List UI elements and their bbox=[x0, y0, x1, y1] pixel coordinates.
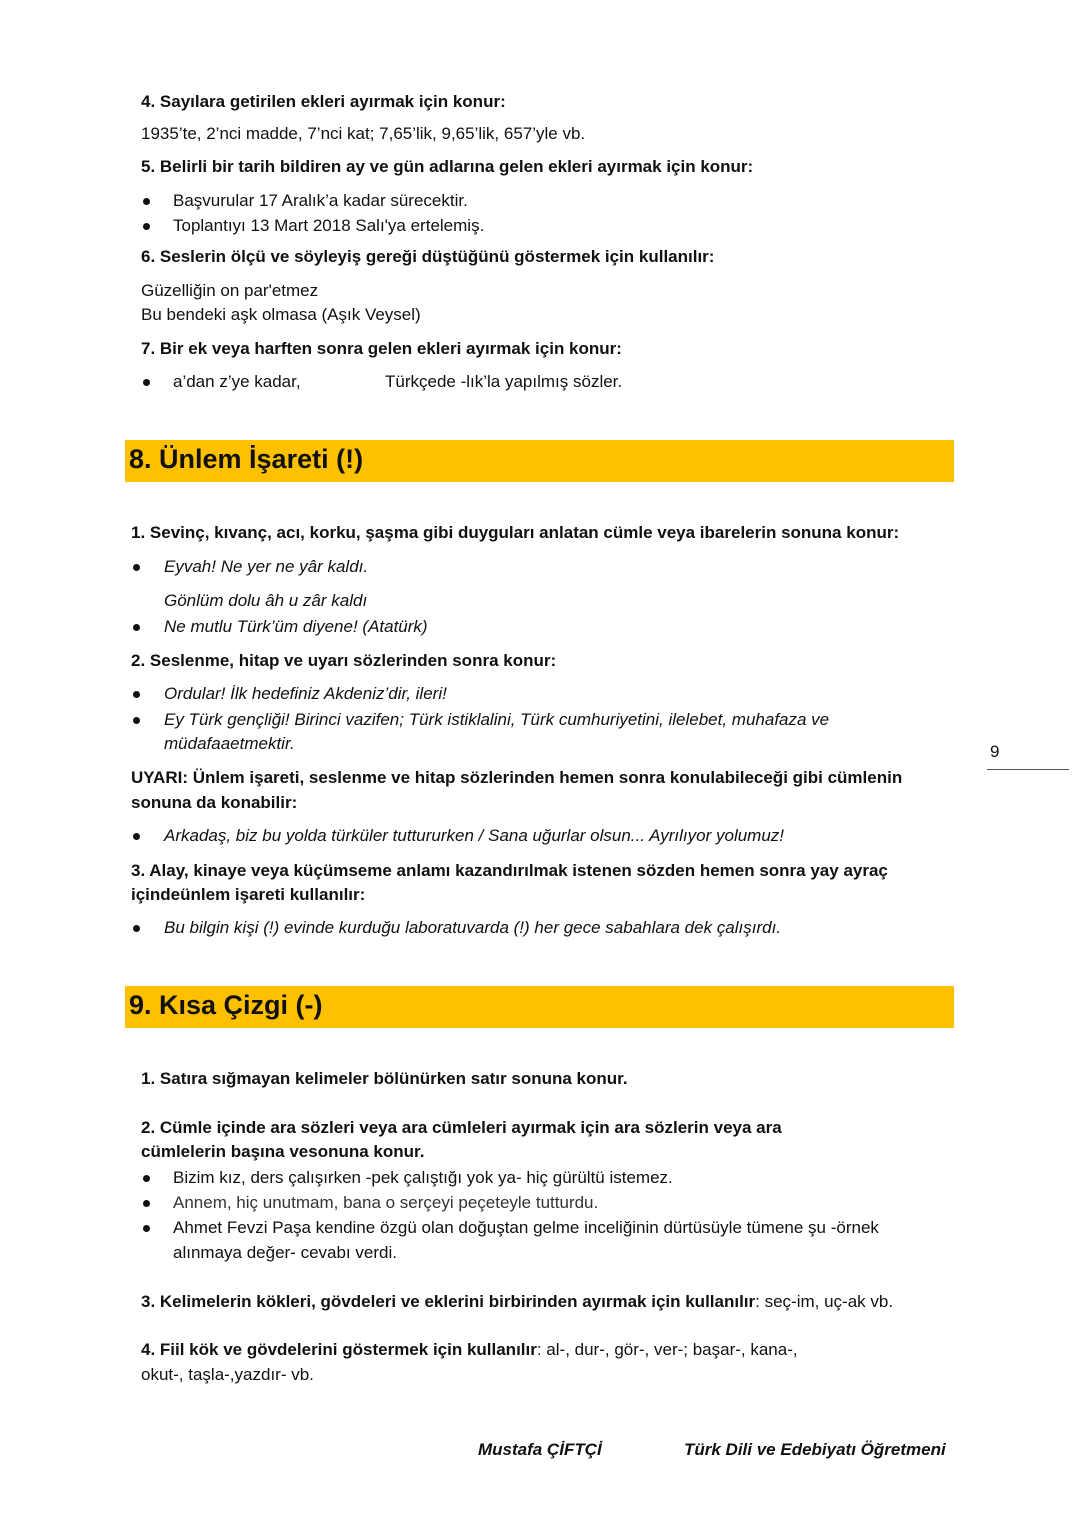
s8-item2-title: 2. Seslenme, hitap ve uyarı sözlerinden sonra konur: bbox=[131, 651, 557, 670]
s9-item4-examples: : al-, dur-, gör-, ver-; başar-, kana-, bbox=[536, 1340, 798, 1359]
list-item: Ey Türk gençliği! Birinci vazifen; Türk istiklalini, Türk cumhuriyetini, ilelebet, muhafaza ve bbox=[164, 710, 830, 729]
list-item: Arkadaş, biz bu yolda türküler tuttururken / Sana uğurlar olsun... Ayrılıyor yolumuz! bbox=[164, 826, 785, 845]
bullet-icon bbox=[143, 1225, 150, 1232]
item7-title: 7. Bir ek veya harften sonra gelen ekleri ayırmak için konur: bbox=[141, 339, 622, 358]
section-heading-exclamation bbox=[125, 440, 954, 482]
s8-item1-title: 1. Sevinç, kıvanç, acı, korku, şaşma gibi duyguları anlatan cümle veya ibarelerin sonuna konur: bbox=[131, 523, 900, 542]
list-item: Ahmet Fevzi Paşa kendine özgü olan doğuştan gelme inceliğinin dürtüsüyle tümene şu -örnek bbox=[173, 1218, 879, 1237]
list-item: Ordular! İlk hedefiniz Akdeniz’dir, ileri! bbox=[164, 684, 447, 703]
s9-item2-title: 2. Cümle içinde ara sözleri veya ara cümleleri ayırmak için ara sözlerin veya ara bbox=[141, 1118, 782, 1137]
s9-item1-title: 1. Satıra sığmayan kelimeler bölünürken satır sonuna konur. bbox=[141, 1069, 628, 1088]
item4-example: 1935’te, 2’nci madde, 7’nci kat; 7,65’lik, 9,65’lik, 657’yle vb. bbox=[141, 124, 586, 143]
list-item: Toplantıyı 13 Mart 2018 Salı'ya ertelemiş. bbox=[173, 216, 485, 235]
footer-title: Türk Dili ve Edebiyatı Öğretmeni bbox=[684, 1440, 946, 1459]
item4-title: 4. Sayılara getirilen ekleri ayırmak için konur: bbox=[141, 92, 506, 111]
footer-author: Mustafa ÇİFTÇİ bbox=[478, 1440, 602, 1459]
bullet-icon bbox=[143, 223, 150, 230]
bullet-icon bbox=[133, 624, 140, 631]
list-item: Bu bilgin kişi (!) evinde kurduğu laboratuvarda (!) her gece sabahlara dek çalışırdı. bbox=[164, 918, 782, 937]
list-item: Türkçede -lık’la yapılmış sözler. bbox=[385, 372, 623, 391]
item6-title: 6. Seslerin ölçü ve söyleyiş gereği düştüğünü göstermek için kullanılır: bbox=[141, 247, 715, 266]
bullet-icon bbox=[133, 691, 140, 698]
page-number-rule bbox=[987, 769, 1069, 770]
bullet-icon bbox=[143, 1175, 150, 1182]
section-heading-text: 8. Ünlem İşareti (!) bbox=[129, 444, 364, 474]
page-number: 9 bbox=[990, 742, 1000, 761]
s9-item3-title: 3. Kelimelerin kökleri, gövdeleri ve eklerini birbirinden ayırmak için kullanılır bbox=[141, 1292, 756, 1311]
s9-item4 bbox=[141, 1340, 798, 1360]
warning-text: UYARI: Ünlem işareti, seslenme ve hitap sözlerinden hemen sonra konulabileceği gibi cümlenin bbox=[131, 768, 903, 787]
list-item: Annem, hiç unutmam, bana o serçeyi peçeteyle tutturdu. bbox=[173, 1193, 599, 1212]
poem-line: Güzelliğin on par'etmez bbox=[141, 281, 319, 300]
s9-item4-title: 4. Fiil kök ve gövdelerini göstermek için kullanılır bbox=[141, 1340, 537, 1359]
s9-item3 bbox=[141, 1292, 893, 1312]
bullet-icon bbox=[133, 717, 140, 724]
s9-item2-title: cümlelerin başına vesonuna konur. bbox=[141, 1142, 425, 1161]
poem-line: Bu bendeki aşk olmasa (Aşık Veysel) bbox=[141, 305, 421, 324]
s8-item3-title: içindeünlem işareti kullanılır: bbox=[131, 885, 366, 904]
s9-item4-line2: okut-, taşla-,yazdır- vb. bbox=[141, 1365, 314, 1384]
bullet-icon bbox=[143, 1200, 150, 1207]
bullet-icon bbox=[133, 564, 140, 571]
list-item: Başvurular 17 Aralık’a kadar sürecektir. bbox=[173, 191, 468, 210]
list-item-continuation: müdafaaetmektir. bbox=[164, 734, 295, 753]
bullet-icon bbox=[143, 379, 150, 386]
list-item: Eyvah! Ne yer ne yâr kaldı. bbox=[164, 557, 369, 576]
list-item-continuation: alınmaya değer- cevabı verdi. bbox=[173, 1243, 397, 1262]
s8-item3-title: 3. Alay, kinaye veya küçümseme anlamı kazandırılmak istenen sözden hemen sonra yay ayraç bbox=[131, 861, 888, 880]
bullet-icon bbox=[133, 833, 140, 840]
list-item-continuation: Gönlüm dolu âh u zâr kaldı bbox=[164, 591, 368, 610]
item5-title: 5. Belirli bir tarih bildiren ay ve gün adlarına gelen ekleri ayırmak için konur: bbox=[141, 157, 754, 176]
list-item: Ne mutlu Türk’üm diyene! (Atatürk) bbox=[164, 617, 428, 636]
list-item: a’dan z’ye kadar, bbox=[173, 372, 301, 391]
bullet-icon bbox=[143, 198, 150, 205]
list-item: Bizim kız, ders çalışırken -pek çalıştığı yok ya- hiç gürültü istemez. bbox=[173, 1168, 673, 1187]
bullet-icon bbox=[133, 925, 140, 932]
s9-item3-examples: : seç-im, uç-ak vb. bbox=[755, 1292, 894, 1311]
section-heading-text: 9. Kısa Çizgi (-) bbox=[129, 990, 323, 1020]
warning-text: sonuna da konabilir: bbox=[131, 793, 298, 812]
section-heading-hyphen bbox=[125, 986, 954, 1028]
